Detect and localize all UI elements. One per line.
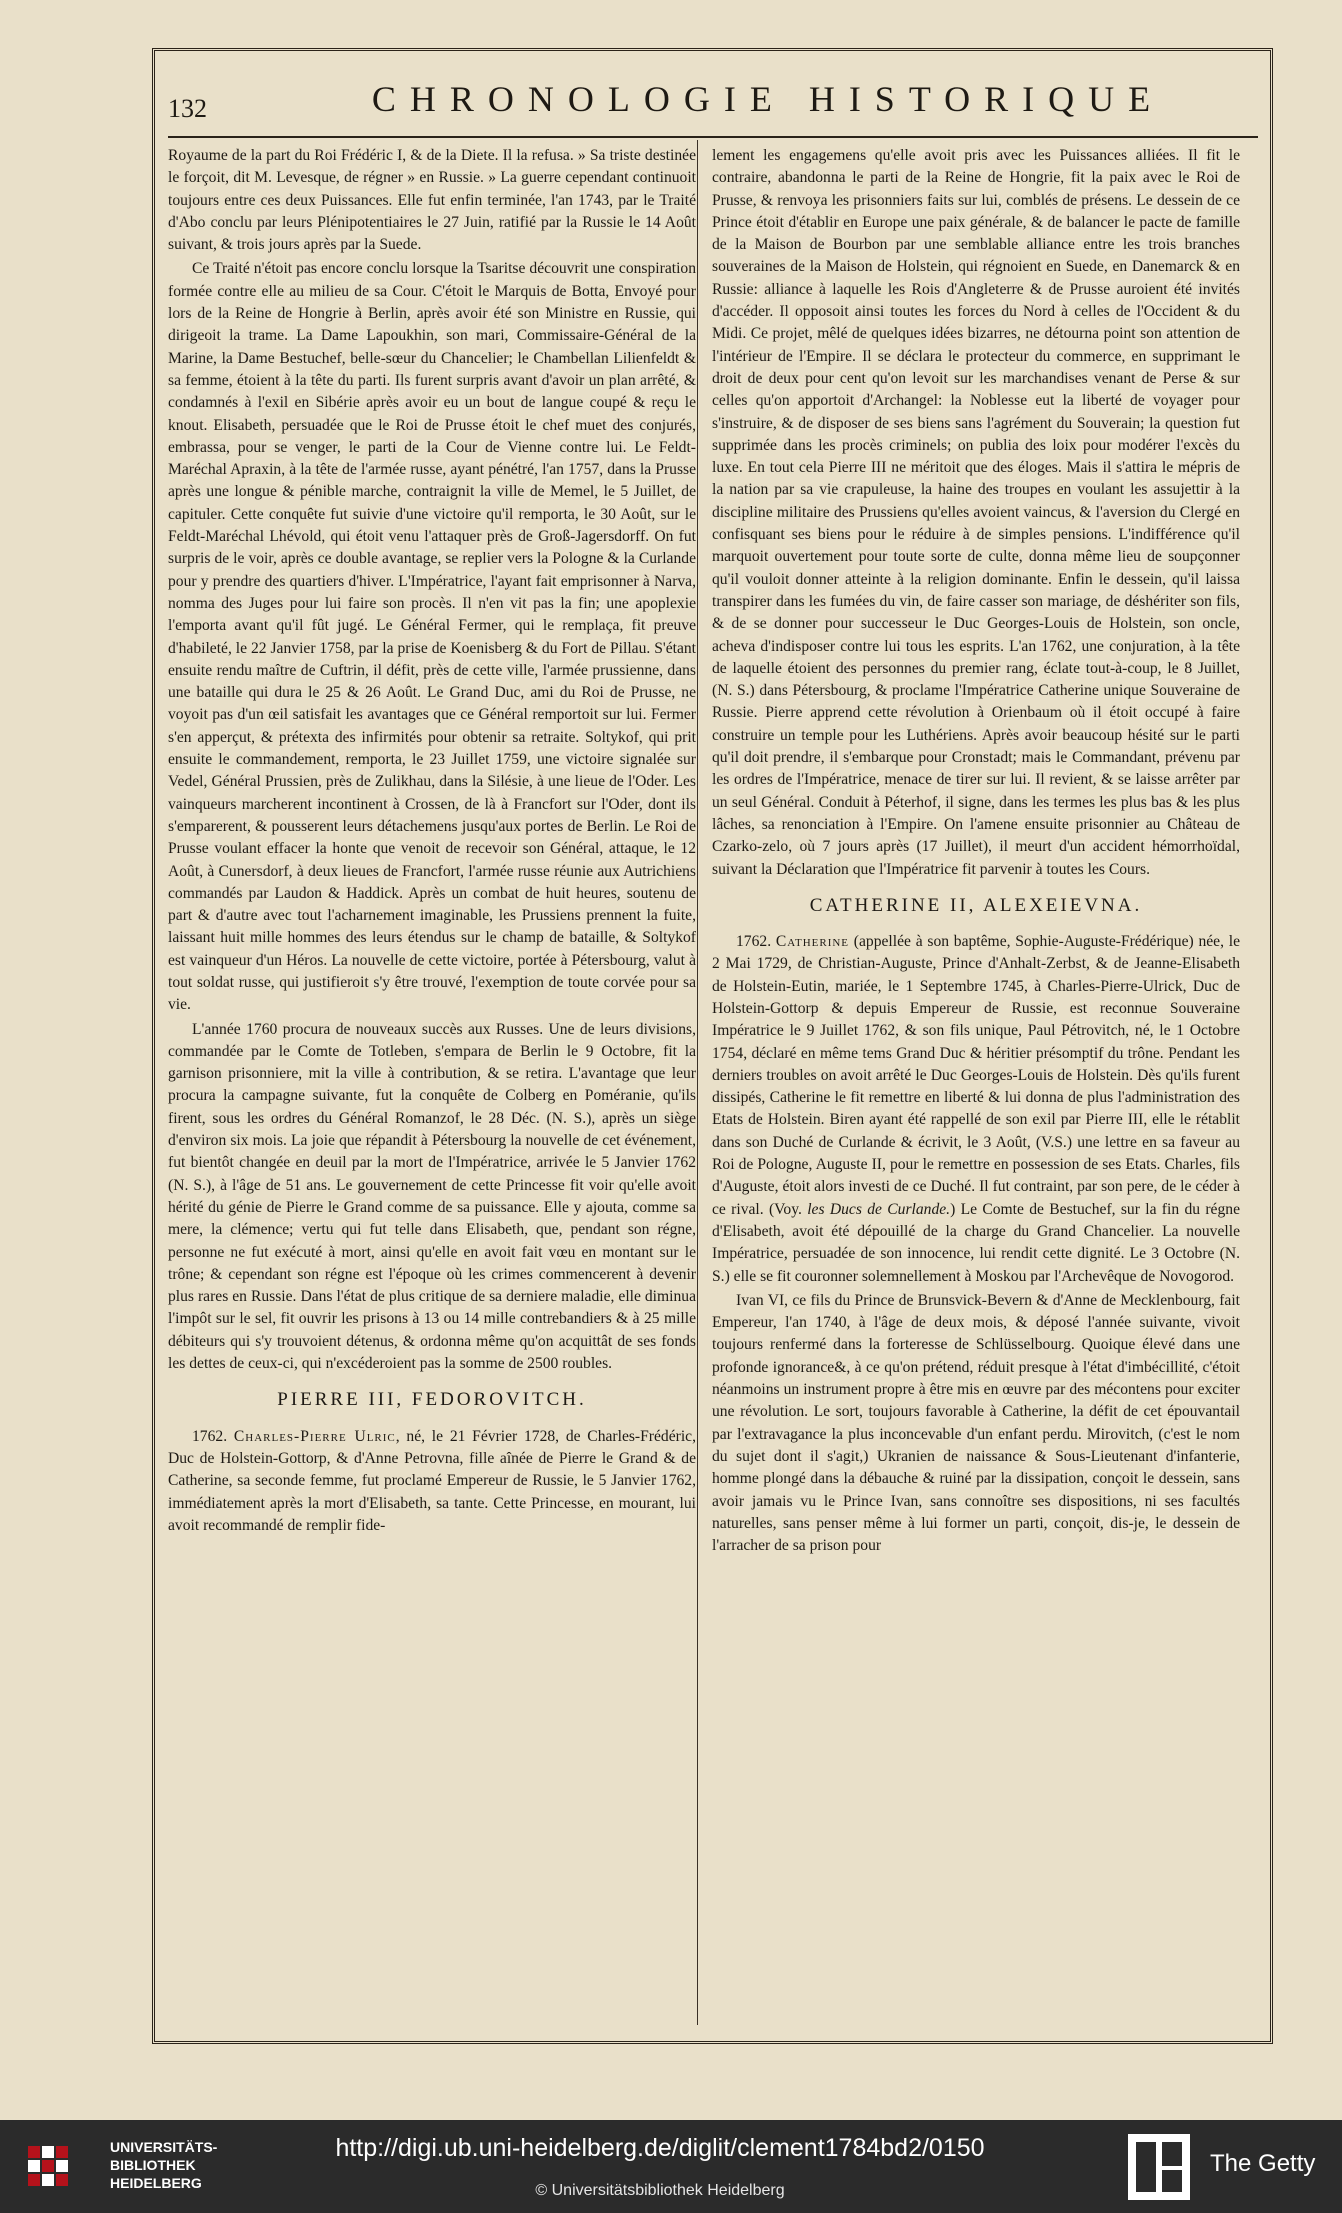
library-name-line: UNIVERSITÄTS-	[110, 2139, 218, 2155]
left-column	[168, 145, 696, 1539]
getty-logo-icon	[1128, 2134, 1190, 2200]
right-paragraph-ivan: Ivan VI, ce fils du Prince de Brunsvick-Bevern & d'Anne de Mecklenbourg, fait Empereur, l'an 1740, à l'âge de deux mois, & déposé l'année suivante, vivoit toujours renfermé dans la forteresse de Schlüsselbourg. Quoique élevé dans une profonde ignorance&, à ce qu'on prétend, réduit presque à l'état d'imbécillité, c'étoit néanmoins un instrument propre à être mis en œuvre par des mécontens pour exciter une révolution. Le sort, toujours favorable à Catherine, la défit de cet épouvantail par l'extravagance la plus inconcevable d'un enfant perdu. Mirovitch, (c'est le nom du sujet dont il s'agit,) Ukranien de naissance & Sous-Lieutenant d'infanterie, homme plongé dans la débauche & ruiné par la dissipation, conçoit le dessein, sans avoir jamais vu le Prince Ivan, sans connoître ses dispositions, ni ses facultés naturelles, sans penser même à lui former un parti, conçoit, dis-je, le dessein de l'arracher de sa prison pour	[712, 1291, 1240, 1555]
getty-name: The Getty	[1210, 2150, 1316, 2177]
page-header	[168, 76, 1258, 138]
library-name	[110, 2138, 217, 2192]
left-paragraph-3: L'année 1760 procura de nouveaux succès aux Russes. Une de leurs divisions, commandée par le Comte de Totleben, s'empara de Berlin le 9 Octobre, fit la garnison prisonniere, mit la ville à contribution, & se retira. L'avantage que leur procura la campagne suivante, fut la conquête de Colberg en Poméranie, qu'ils firent, sous les ordres du Général Romanzof, le 28 Déc. (N. S.), après un siège d'environ six mois. La joie que répandit à Pétersbourg la nouvelle de cet événement, fut bientôt changée en deuil par la mort de l'Impératrice, arrivée le 5 Janvier 1762 (N. S.), à l'âge de 51 ans. Le gouvernement de cette Princesse fit voir qu'elle avoit hérité du génie de Pierre le Grand comme de sa puissance. Elle y ajouta, comme sa mere, la clémence; vertu qui fut telle dans Elisabeth, que, pendant son régne, personne ne fut exécuté à mort, ainsi qu'elle en avoit fait vœu en montant sur le trône; & cependant son régne est l'époque où les crimes commencerent à devenir plus rares en Russie. Dans l'état de plus critique de sa derniere maladie, elle diminua l'impôt sur le sel, fit ouvrir les prisons à 13 ou 14 mille contrebandiers & à 25 mille débiteurs qui s'y trouvoient détenus, & ordonna même qu'on acquittât de ses fonds les dettes de ceux-ci, qui n'excéderoient pas la somme de 2500 roubles.	[168, 1020, 696, 1373]
left-paragraph-pierre-iii	[168, 1426, 696, 1537]
section-year: 1762.	[736, 933, 772, 951]
section-name: Charles-Pierre Ulric	[233, 1427, 396, 1445]
section-year: 1762.	[192, 1427, 228, 1445]
section-heading-pierre-iii: PIERRE III, FEDOROVITCH.	[277, 1389, 587, 1411]
right-paragraph-catherine	[712, 931, 1240, 1288]
library-name-line: BIBLIOTHEK	[110, 2157, 196, 2173]
left-paragraph-1: Royaume de la part du Roi Frédéric I, & de la Diete. Il la refusa. » Sa triste destinée le forçoit, dit M. Levesque, de régner » en Russie. » La guerre cependant continuoit toujours entre ces deux Puissances. Elle fut enfin terminée, l'an 1743, par le Traité d'Abo conclu par leurs Plénipotentiaires le 27 Juin, ratifié par la Russie le 14 Août suivant, & trois jours après par la Suede.	[168, 147, 696, 254]
right-column	[712, 145, 1240, 1559]
university-library-logo	[22, 2138, 94, 2196]
column-divider	[697, 140, 698, 2025]
copyright-notice: © Universitätsbibliothek Heidelberg	[535, 2182, 785, 2199]
section-text: , né, le 21 Février 1728, de Charles-Frédéric, Duc de Holstein-Gottorp, & d'Anne Petrovna, fille aînée de Pierre le Grand & de Catherine, sa seconde femme, fut proclamé Empereur de Russie, le 5 Janvier 1762, immédiatement après la mort d'Elisabeth, sa tante. Cette Princesse, en mourant, lui avoit recommandé de remplir fide-	[168, 1427, 696, 1534]
viewer-footer	[0, 2120, 1342, 2213]
paragraph-italic-ref: les Ducs de Curlande.	[807, 1200, 951, 1218]
permalink-url[interactable]: http://digi.ub.uni-heidelberg.de/diglit/clement1784bd2/0150	[335, 2134, 985, 2162]
section-name: Catherine	[775, 933, 850, 951]
library-name-line: HEIDELBERG	[110, 2175, 202, 2191]
running-title: CHRONOLOGIE HISTORIQUE	[371, 79, 1165, 119]
page-number: 132	[168, 94, 207, 123]
paragraph-tail: ) Le Comte de Bestuchef, sur la fin du régne d'Elisabeth, avoit été dépouillé de la charge du Grand Chancelier. La nouvelle Impératrice, persuadée de son innocence, lui rendit cette dignité. Le 3 Octobre (N. S.) elle se fit couronner solemnellement à Moskou par l'Archevêque de Novogorod.	[712, 1200, 1240, 1285]
section-heading-catherine-ii: CATHERINE II, ALEXEIEVNA.	[809, 894, 1143, 916]
right-paragraph-1: lement les engagemens qu'elle avoit pris avec les Puissances alliées. Il fit le contraire, abandonna le parti de la Reine de Hongrie, fit la paix avec le Roi de Prusse, & renvoya les prisonniers faits sur lui, comblés de présens. Le dessein de ce Prince étoit d'établir en Europe une paix générale, & de balancer le pacte de famille de la Maison de Bourbon par une semblable alliance entre les trois branches souveraines de la Maison de Holstein, qui régnoient en Suede, en Danemarck & en Russie: alliance à laquelle les Rois d'Angleterre & de Prusse auroient été invités d'accéder. Il opposoit ainsi toutes les forces du Nord à celles de l'Occident & du Midi. Ce projet, mêlé de quelques idées bizarres, ne détourna point son attention de l'intérieur de l'Empire. Il se déclara le protecteur du commerce, en supprimant le droit de deux pour cent qu'on levoit sur les marchandises venant de Perse & sur celles qu'on apportoit d'Archangel: la Noblesse eut la liberté de voyager pour s'instruire, & de disposer de ses biens sans l'agrément du Souverain; la question fut supprimée dans les procès criminels; on publia des loix pour modérer l'excès du luxe. En tout cela Pierre III ne méritoit que des éloges. Mais il s'attira le mépris de la nation par sa vie crapuleuse, la haine des troupes en voulant les assujettir à la discipline militaire des Prussiens qu'elles avoient vaincus, & l'aversion du Clergé en confisquant ses biens pour le réduire à de simples pensions. L'indifférence qu'il marquoit ouvertement pour toute sorte de culte, donna même lieu de soupçonner qu'il vouloit donner atteinte à la religion dominante. Enfin le dessein, qu'il laissa transpirer dans les fumées du vin, de faire casser son mariage, de déshériter son fils, & de se donner pour successeur le Duc Georges-Louis de Holstein, son oncle, acheva d'indisposer contre lui tous les esprits. L'an 1762, une conjuration, à la tête de laquelle étoient des personnes du premier rang, éclate tout-à-coup, le 8 Juillet, (N. S.) dans Pétersbourg, & proclame l'Impératrice Catherine unique Souveraine de Russie. Pierre apprend cette révolution à Orienbaum où il étoit occupé à faire construire un temple pour les Luthériens. Après avoir beaucoup hésité sur le parti qu'il doit prendre, il s'embarque pour Cronstadt; mais le Commandant, prévenu par les ordres de l'Impératrice, menace de tirer sur lui. Il revient, & se laisse arrêter par un seul Général. Conduit à Péterhof, il signe, dans les termes les plus bas & les plus lâches, sa renonciation à l'Empire. On l'amene ensuite prisonnier au Château de Czarko-zelo, où 7 jours après (17 Juillet), il meurt d'un accident hémorrhoïdal, suivant la Déclaration que l'Impératrice fit parvenir à toutes les Cours.	[712, 147, 1240, 878]
paragraph-text: (appellée à son baptême, Sophie-Auguste-Frédérique) née, le 2 Mai 1729, de Christian-Auguste, Prince d'Anhalt-Zerbst, & de Jeanne-Elisabeth de Holstein-Eutin, mariée, le 1 Septembre 1745, à Charles-Pierre-Ulrick, Duc de Holstein-Gottorp & depuis Empereur de Russie, est reconnue Souveraine Impératrice le 9 Juillet 1762, & son fils unique, Paul Pétrovitch, né, le 1 Octobre 1754, déclaré en même tems Grand Duc & héritier présomptif du trône. Pendant les derniers troubles on avoit arrêté le Duc Georges-Louis de Holstein. Dès qu'ils furent dissipés, Catherine le fit remettre en liberté & lui donna de plus l'administration des Etats de Holstein. Biren ayant été rappellé de son exil par Pierre III, elle le rétablit dans son Duché de Curlande & écrivit, le 3 Août, (V.S.) une lettre en sa faveur au Roi de Pologne, Auguste II, pour le remettre en possession de ses Etats. Charles, fils d'Auguste, étoit alors investi de ce Duché. Il fut contraint, par son pere, de le céder à ce rival. (Voy.	[712, 933, 1240, 1218]
left-paragraph-2: Ce Traité n'étoit pas encore conclu lorsque la Tsaritse découvrit une conspiration formée contre elle au milieu de sa Cour. C'étoit le Marquis de Botta, Envoyé pour lors de la Reine de Hongrie à Berlin, après avoir été son Ministre en Russie, qui dirigeoit la trame. La Dame Lapoukhin, son mari, Commissaire-Général de la Marine, la Dame Bestuchef, belle-sœur du Chancelier; le Chambellan Lilienfeldt & sa femme, étoient à la tête du parti. Ils furent surpris avant d'avoir un plan arrêté, & condamnés à l'exil en Sibérie après avoir eu un bout de langue coupé & reçu le knout. Elisabeth, persuadée que le Roi de Prusse étoit le chef muet des conjurés, embrassa, pour se venger, le parti de la Cour de Vienne contre lui. Le Feldt-Maréchal Apraxin, à la tête de l'armée russe, ayant pénétré, l'an 1757, dans la Prusse après une longue & pénible marche, contraignit la ville de Memel, le 5 Juillet, de capituler. Cette conquête fut suivie d'une victoire qu'il remporta, le 30 Août, sur le Feldt-Maréchal Lhévold, qui étoit venu l'attaquer près de Groß-Jagersdorff. On fut surpris de le voir, après ce double avantage, se replier vers la Pologne & la Curlande pour y prendre des quartiers d'hiver. L'Impératrice, l'ayant fait emprisonner à Narva, nomma des Juges pour lui faire son procès. Il n'en vit pas la fin; une apoplexie l'emporta avant qu'il fût jugé. Le Général Fermer, qui le remplaça, fit preuve d'habileté, le 22 Janvier 1758, par la prise de Koenisberg & du Fort de Pillau. S'étant ensuite rendu maître de Cuftrin, il défit, près de cette ville, l'armée prussienne, dans une bataille qui dura le 25 & 26 Août. Le Grand Duc, ami du Roi de Prusse, ne voyoit pas d'un œil satisfait les avantages que ce Général remportoit sur lui. Fermer s'en apperçut, & prétexta des infirmités pour obtenir sa retraite. Soltykof, qui prit ensuite le commandement, remporta, le 23 Juillet 1759, une victoire signalée sur Vedel, Général Prussien, près de Zulikhau, dans la Silésie, à une lieue de l'Oder. Les vainqueurs marcherent incontinent à Crossen, de là à Francfort sur l'Oder, dont ils s'emparerent, & pousserent leurs détachemens jusqu'aux portes de Berlin. Le Roi de Prusse voulant effacer la honte que venoit de recevoir son Général, attaque, le 12 Août, à Cunersdorf, à deux lieues de Francfort, l'armée russe réunie aux Autrichiens commandés par Laudon & Haddick. Après un combat de huit heures, soutenu de part & d'autre avec tout l'acharnement imaginable, les Prussiens prennent la fuite, laissant huit mille hommes des leurs étendus sur le champ de bataille, & Soltykof est vainqueur d'un Héros. La nouvelle de cette victoire, portée à Pétersbourg, valut à tout soldat russe, qui justifieroit s'y être trouvé, l'exemption de toute corvée pour sa vie.	[168, 260, 696, 1014]
